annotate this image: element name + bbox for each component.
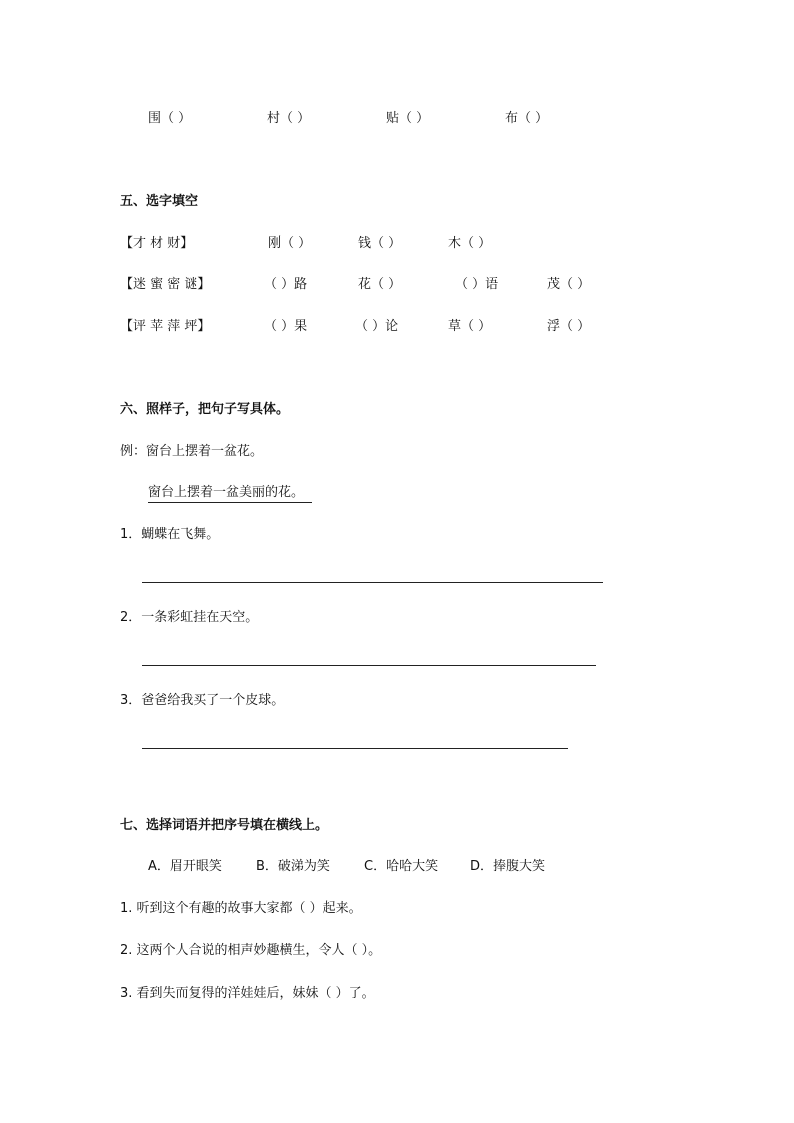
example-label: 例：窗台上摆着一盆花。 — [120, 444, 264, 459]
section-7-title: 七、选择词语并把序号填在横线上。 — [120, 818, 329, 833]
blank-item: （ ）语 — [455, 277, 499, 292]
blank-item: 茂（ ） — [547, 277, 591, 292]
blank-item: （ ）论 — [355, 319, 399, 334]
blank-item: 刚（ ） — [268, 236, 312, 251]
section4-item: 布（ ） — [505, 111, 549, 126]
option-c: C．哈哈大笑 — [364, 859, 439, 874]
question: 3．爸爸给我买了一个皮球。 — [120, 693, 285, 708]
char-group: 【评 苹 萍 坪】 — [120, 319, 211, 334]
section-5-title: 五、选字填空 — [120, 194, 199, 209]
blank-item: 花（ ） — [358, 277, 402, 292]
answer-line[interactable] — [142, 665, 596, 666]
section4-item: 贴（ ） — [386, 111, 430, 126]
question: 2. 这两个人合说的相声妙趣横生，令人（ ）。 — [120, 943, 382, 958]
answer-line[interactable] — [142, 582, 603, 583]
section-6-title: 六、照样子，把句子写具体。 — [120, 402, 290, 417]
option-a: A．眉开眼笑 — [148, 859, 222, 874]
section4-item: 围（ ） — [148, 111, 192, 126]
blank-item: 钱（ ） — [358, 236, 402, 251]
blank-item: 浮（ ） — [547, 319, 591, 334]
char-group: 【才 材 财】 — [120, 236, 194, 251]
example-answer: 窗台上摆着一盆美丽的花。 — [148, 484, 312, 503]
blank-item: （ ）果 — [264, 319, 308, 334]
option-d: D．捧腹大笑 — [470, 859, 546, 874]
blank-item: 木（ ） — [448, 236, 492, 251]
question: 1. 听到这个有趣的故事大家都（ ）起来。 — [120, 901, 362, 916]
question: 3. 看到失而复得的洋娃娃后，妹妹（ ）了。 — [120, 986, 375, 1001]
answer-line[interactable] — [142, 748, 568, 749]
option-b: B．破涕为笑 — [256, 859, 330, 874]
question: 1．蝴蝶在飞舞。 — [120, 527, 220, 542]
char-group: 【迷 蜜 密 谜】 — [120, 277, 211, 292]
blank-item: 草（ ） — [448, 319, 492, 334]
section4-item: 村（ ） — [267, 111, 311, 126]
question: 2．一条彩虹挂在天空。 — [120, 610, 259, 625]
blank-item: （ ）路 — [264, 277, 308, 292]
